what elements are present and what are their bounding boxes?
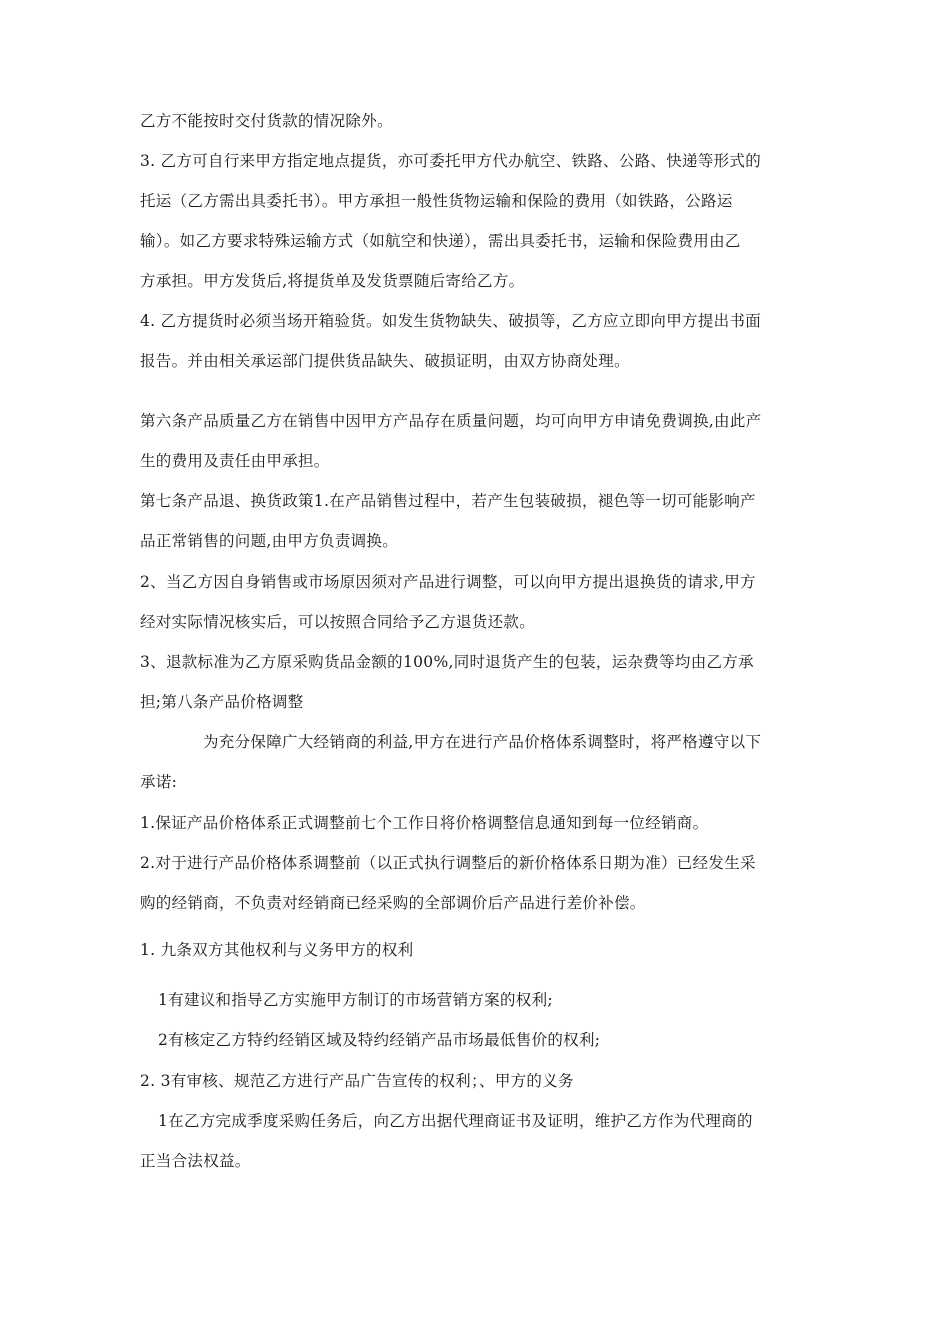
text-line-17: 承诺: bbox=[140, 773, 178, 791]
text-line-13: 经对实际情况核实后，可以按照合同给予乙方退货还款。 bbox=[140, 613, 536, 631]
text-line-4: 输）。如乙方要求特殊运输方式（如航空和快递），需出具委托书，运输和保险费用由乙 bbox=[140, 232, 741, 250]
text-line-21: 1. 九条双方其他权利与义务甲方的权利 bbox=[140, 941, 414, 959]
text-line-18: 1.保证产品价格体系正式调整前七个工作日将价格调整信息通知到每一位经销商。 bbox=[140, 814, 709, 832]
text-line-2: 3. 乙方可自行来甲方指定地点提货，亦可委托甲方代办航空、铁路、公路、快递等形式的 bbox=[140, 152, 762, 170]
text-line-19: 2.对于进行产品价格体系调整前（以正式执行调整后的新价格体系日期为准）已经发生采 bbox=[140, 854, 756, 872]
text-line-1: 乙方不能按时交付货款的情况除外。 bbox=[140, 112, 393, 130]
text-line-3: 托运（乙方需出具委托书）。甲方承担一般性货物运输和保险的费用（如铁路，公路运 bbox=[140, 192, 733, 210]
text-line-14: 3、退款标准为乙方原采购货品金额的100%,同时退货产生的包装，运杂费等均由乙方承 bbox=[140, 653, 754, 671]
text-line-7: 报告。并由相关承运部门提供货品缺失、破损证明，由双方协商处理。 bbox=[140, 352, 630, 370]
text-line-20: 购的经销商，不负责对经销商已经采购的全部调价后产品进行差价补偿。 bbox=[140, 894, 646, 912]
text-line-6: 4. 乙方提货时必须当场开箱验货。如发生货物缺失、破损等，乙方应立即向甲方提出书面 bbox=[140, 312, 762, 330]
text-line-22: 1有建议和指导乙方实施甲方制订的市场营销方案的权利; bbox=[158, 991, 553, 1009]
text-line-16: 为充分保障广大经销商的利益,甲方在进行产品价格体系调整时，将严格遵守以下 bbox=[203, 733, 762, 751]
text-line-12: 2、当乙方因自身销售或市场原因须对产品进行调整，可以向甲方提出退换货的请求,甲方 bbox=[140, 573, 756, 591]
text-line-5: 方承担。甲方发货后,将提货单及发货票随后寄给乙方。 bbox=[140, 272, 525, 290]
text-line-26: 正当合法权益。 bbox=[140, 1152, 251, 1170]
text-line-8: 第六条产品质量乙方在销售中因甲方产品存在质量问题，均可向甲方申请免费调换,由此产 bbox=[140, 412, 762, 430]
text-line-15: 担;第八条产品价格调整 bbox=[140, 693, 304, 711]
text-line-11: 品正常销售的问题,由甲方负责调换。 bbox=[140, 532, 399, 550]
text-line-25: 1在乙方完成季度采购任务后，向乙方出据代理商证书及证明，维护乙方作为代理商的 bbox=[158, 1112, 753, 1130]
text-line-24: 2. 3有审核、规范乙方进行产品广告宣传的权利；、甲方的义务 bbox=[140, 1072, 574, 1090]
text-line-23: 2有核定乙方特约经销区域及特约经销产品市场最低售价的权利; bbox=[158, 1031, 601, 1049]
text-line-9: 生的费用及责任由甲承担。 bbox=[140, 452, 330, 470]
text-line-10: 第七条产品退、换货政策1.在产品销售过程中，若产生包装破损，褪色等一切可能影响产 bbox=[140, 492, 756, 510]
